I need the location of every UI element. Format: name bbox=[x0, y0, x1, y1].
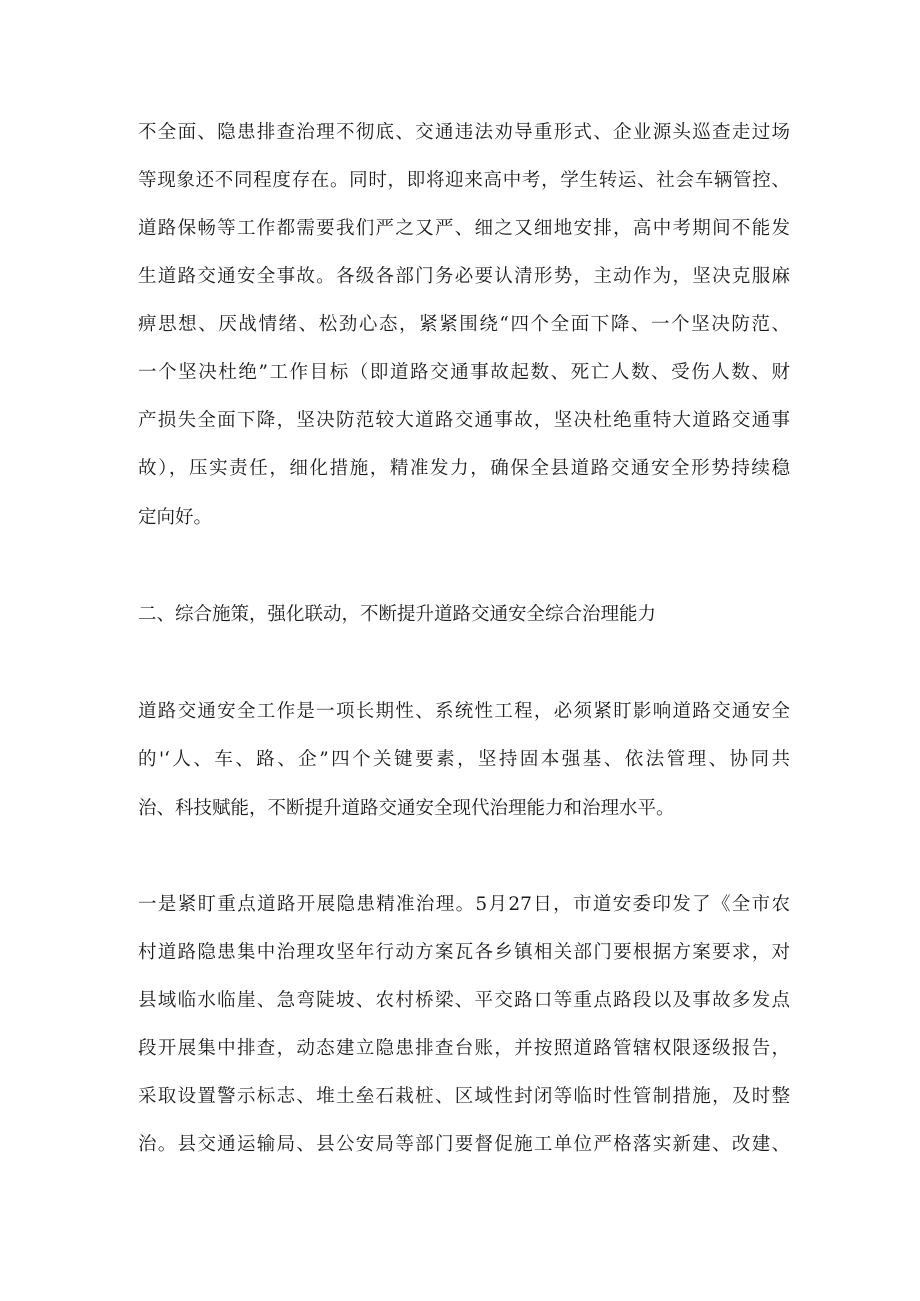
paragraph-line: 的'‘人、车、路、企”四个关键要素，坚持固本强基、依法管理、协同共 bbox=[138, 749, 790, 770]
paragraph-line: 采取设置警示标志、堆土垒石栽桩、区域性封闭等临时性管制措施，及时整 bbox=[138, 1086, 790, 1107]
paragraph-line: 产损失全面下降，坚决防范较大道路交通事故，坚决杜绝重特大道路交通事 bbox=[138, 410, 790, 431]
paragraph-line: 村道路隐患集中治理攻坚年行动方案瓦各乡镇相关部门要根据方案要求，对 bbox=[138, 942, 790, 963]
paragraph-line: 治。县交通运输局、县公安局等部门要督促施工单位严格落实新建、改建、 bbox=[138, 1134, 790, 1155]
section-heading: 二、综合施策，强化联动，不断提升道路交通安全综合治理能力 bbox=[138, 604, 657, 625]
paragraph-line: 不全面、隐患排查治理不彻底、交通违法劝导重形式、企业源头巡查走过场 bbox=[138, 122, 790, 143]
paragraph-line: 等现象还不同程度存在。同时，即将迎来高中考，学生转运、社会车辆管控、 bbox=[138, 170, 790, 191]
paragraph-line: 故），压实责任，细化措施，精准发力，确保全县道路交通安全形势持续稳 bbox=[138, 458, 790, 479]
paragraph-line: 道路保畅等工作都需要我们严之又严、细之又细地安排，高中考期间不能发 bbox=[138, 218, 790, 239]
paragraph-line: 一个坚决杜绝”工作目标（即道路交通事故起数、死亡人数、受伤人数、财 bbox=[138, 362, 790, 383]
paragraph-line: 痹思想、厌战情绪、松劲心态，紧紧围绕“四个全面下降、一个坚决防范、 bbox=[138, 314, 790, 335]
paragraph-line: 县域临水临崖、急弯陡坡、农村桥梁、平交路口等重点路段以及事故多发点 bbox=[138, 990, 790, 1011]
paragraph-line: 一是紧盯重点道路开展隐患精准治理。5月27日，市道安委印发了《全市农 bbox=[138, 894, 790, 915]
paragraph-line: 生道路交通安全事故。各级各部门务必要认清形势，主动作为，坚决克服麻 bbox=[138, 266, 790, 287]
paragraph-line: 道路交通安全工作是一项长期性、系统性工程，必须紧盯影响道路交通安全 bbox=[138, 701, 790, 722]
paragraph-line: 段开展集中排查，动态建立隐患排查台账，并按照道路管辖权限逐级报告， bbox=[138, 1038, 790, 1059]
paragraph-line: 治、科技赋能，不断提升道路交通安全现代治理能力和治理水平。 bbox=[138, 798, 675, 819]
paragraph-line: 定向好。 bbox=[138, 507, 213, 528]
